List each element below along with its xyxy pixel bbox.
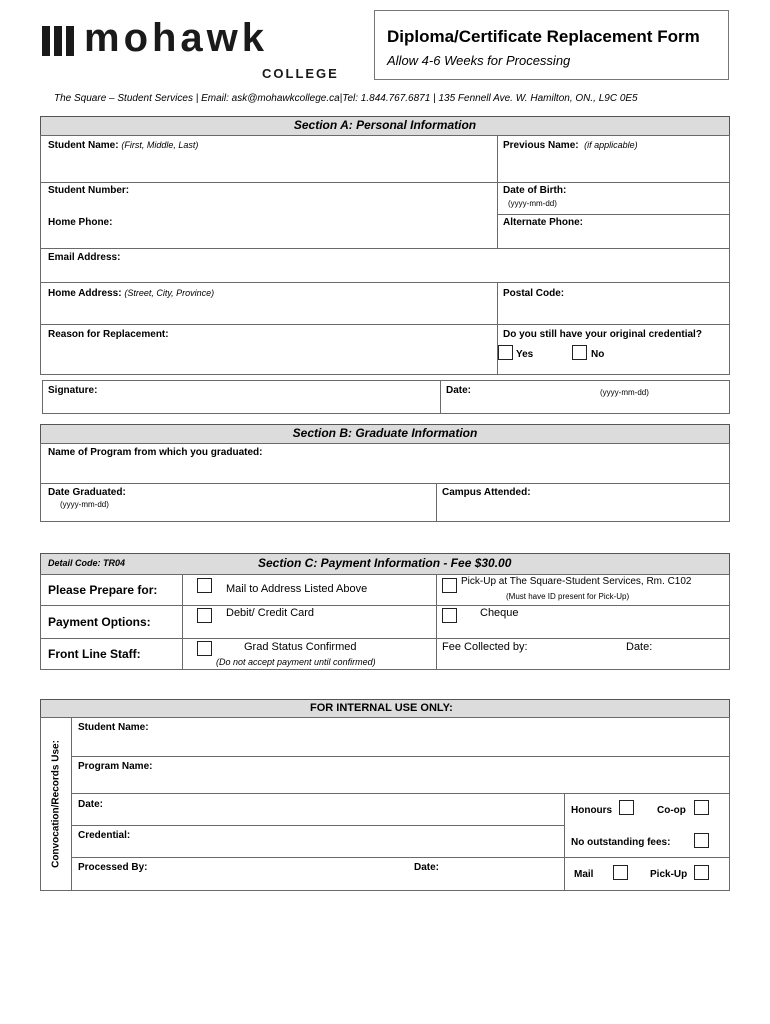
- debit-credit-checkbox[interactable]: [197, 608, 212, 623]
- home-phone-label: Home Phone:: [48, 217, 113, 228]
- alternate-phone-label: Alternate Phone:: [503, 217, 584, 228]
- debit-credit-label: Debit/ Credit Card: [226, 607, 315, 619]
- form-title: Diploma/Certificate Replacement Form: [387, 27, 700, 46]
- signature-label: Signature:: [48, 385, 98, 396]
- processed-by-label: Processed By:: [78, 862, 148, 873]
- student-name-label: Student Name: (First, Middle, Last): [48, 140, 199, 151]
- postal-code-label: Postal Code:: [503, 288, 565, 299]
- cheque-label: Cheque: [480, 607, 519, 619]
- section-b-title: Section B: Graduate Information: [40, 424, 730, 444]
- cheque-checkbox[interactable]: [442, 608, 457, 623]
- campus-label: Campus Attended:: [442, 487, 531, 498]
- student-number-label: Student Number:: [48, 185, 130, 196]
- signature-date-format: (yyyy-mm-dd): [600, 388, 649, 397]
- internal-title: FOR INTERNAL USE ONLY:: [310, 702, 453, 714]
- processing-note: Allow 4-6 Weeks for Processing: [387, 53, 571, 68]
- no-outstanding-checkbox[interactable]: [694, 833, 709, 848]
- grad-status-note: (Do not accept payment until confirmed): [216, 657, 376, 667]
- pickup-label: Pick-Up: [650, 869, 688, 880]
- mail-label: Mail: [574, 869, 594, 880]
- internal-date: Date:: [78, 799, 104, 810]
- coop-label: Co-op: [657, 805, 686, 816]
- internal-side-label: Convocation/Records Use:: [50, 740, 62, 868]
- pickup-note: (Must have ID present for Pick-Up): [506, 592, 630, 601]
- credential-label: Credential:: [78, 830, 131, 841]
- dob-format: (yyyy-mm-dd): [508, 199, 557, 208]
- mail-option-label: Mail to Address Listed Above: [226, 583, 368, 595]
- title-box: [374, 10, 729, 80]
- processed-date-label: Date:: [414, 862, 440, 873]
- internal-student-name: Student Name:: [78, 722, 149, 733]
- logo-bars-icon: [40, 26, 82, 56]
- previous-name-label: Previous Name: (if applicable): [503, 140, 638, 151]
- honours-checkbox[interactable]: [619, 800, 634, 815]
- internal-program-name: Program Name:: [78, 761, 153, 772]
- grad-status-label: Grad Status Confirmed: [244, 641, 357, 653]
- yes-checkbox[interactable]: [498, 345, 513, 360]
- prepare-for-label: Please Prepare for:: [48, 583, 158, 597]
- grad-status-checkbox[interactable]: [197, 641, 212, 656]
- detail-code: Detail Code: TR04: [48, 558, 126, 568]
- contact-line: The Square – Student Services | Email: ask@mohawkcollege.ca|Tel: 1.844.767.6871 | 135 Fennell Ave. W. Hamilton, ON., L9C 0E5: [54, 93, 638, 104]
- mohawk-logo: [40, 16, 345, 84]
- payment-options-label: Payment Options:: [48, 615, 151, 629]
- date-graduated-label: Date Graduated:: [48, 487, 126, 498]
- fee-date-label: Date:: [626, 641, 653, 653]
- pickup-checkbox[interactable]: [442, 578, 457, 593]
- original-credential-question: Do you still have your original credential?: [503, 329, 702, 340]
- logo-college: COLLEGE: [262, 66, 339, 81]
- logo-wordmark: mohawk: [84, 16, 269, 60]
- pickup-option-label: Pick-Up at The Square-Student Services, Rm. C102: [461, 576, 692, 587]
- section-a-title: Section A: Personal Information: [40, 116, 730, 136]
- yes-label: Yes: [516, 349, 534, 360]
- signature-date-label: Date:: [446, 385, 472, 396]
- email-label: Email Address:: [48, 252, 121, 263]
- section-c-title: Section C: Payment Information - Fee $30.00: [258, 556, 512, 570]
- internal-mail-checkbox[interactable]: [613, 865, 628, 880]
- home-address-label: Home Address: (Street, City, Province): [48, 288, 215, 299]
- no-outstanding-label: No outstanding fees:: [571, 837, 671, 848]
- no-label: No: [591, 349, 605, 360]
- mail-checkbox[interactable]: [197, 578, 212, 593]
- program-name-label: Name of Program from which you graduated:: [48, 447, 263, 458]
- front-line-label: Front Line Staff:: [48, 647, 141, 661]
- internal-pickup-checkbox[interactable]: [694, 865, 709, 880]
- fee-collected-label: Fee Collected by:: [442, 641, 528, 653]
- signature-box: [42, 380, 730, 414]
- dob-label: Date of Birth:: [503, 185, 567, 196]
- honours-label: Honours: [571, 805, 613, 816]
- reason-label: Reason for Replacement:: [48, 329, 169, 340]
- date-graduated-format: (yyyy-mm-dd): [60, 500, 109, 509]
- coop-checkbox[interactable]: [694, 800, 709, 815]
- no-checkbox[interactable]: [572, 345, 587, 360]
